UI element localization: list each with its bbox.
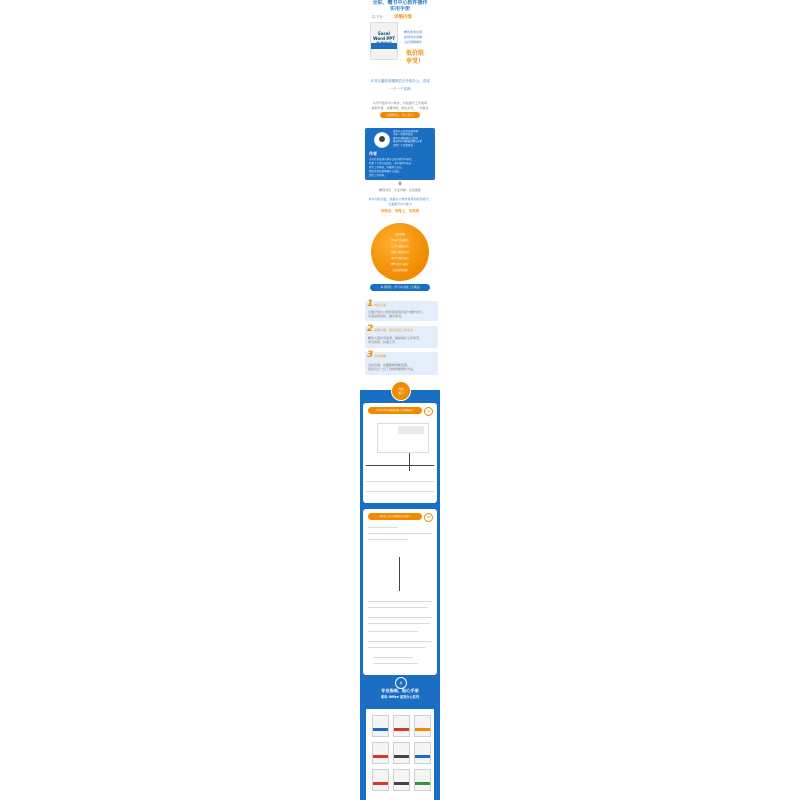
author-bio-line: 资深办公软件培训讲师 [393, 130, 419, 133]
series-book [414, 715, 431, 737]
hero-sub [372, 14, 428, 20]
author-bio-line: 深受广大读者喜爱 [393, 143, 414, 147]
middle-blue-line-2: 全面提升办公能力 [387, 202, 412, 206]
circle-line: 实战案例讲解 [392, 269, 408, 272]
author-desc-line: 真实工作场景，讲解深入浅出， [369, 166, 405, 169]
author-desc [369, 158, 431, 178]
author-card [365, 128, 435, 180]
feature-desc-1: 全面介绍办公软件的常用功能与操作技巧， [368, 310, 426, 314]
long-promo-page [360, 0, 440, 800]
table-rule [366, 481, 434, 482]
hero-book-cover [370, 22, 398, 60]
circle-line: Word 排版技巧 [391, 257, 409, 260]
hero-sub-left: 以下为 [372, 15, 383, 19]
author-name: 作者 [369, 151, 377, 156]
feature-num: 1 [367, 299, 374, 309]
feature-title: 全彩图解 [374, 354, 387, 358]
text-line [373, 657, 413, 658]
intro-buy-button-label: 立即购买，马上学习 [386, 113, 414, 117]
book-band [371, 43, 397, 49]
feature-desc-2: 从基础到进阶，循序渐进。 [368, 314, 405, 318]
circle-line: Excel 基础操作 [391, 239, 409, 242]
preview-card-1-title-bar [368, 407, 422, 414]
middle-caption: 精选内容 · 专业讲解 · 实战演练 [379, 188, 421, 192]
feature-item-2 [365, 326, 438, 348]
text-line [368, 647, 426, 648]
preview-badge-2: 展示 [397, 391, 404, 395]
series-title-1: 专业指南、贴心手册 [381, 688, 419, 693]
series-book [393, 742, 410, 764]
preview-card-2-title-bar [368, 513, 422, 520]
intro-para-1: 从零开始学办公软件，轻松提升工作效率 [372, 101, 427, 105]
text-line [368, 607, 428, 608]
feature-item-3 [365, 352, 438, 375]
series-title-2: 职场 Office 高效办公系列 [380, 695, 420, 699]
diagram-axis [399, 557, 400, 591]
feature-num: 3 [367, 350, 374, 360]
author-avatar [374, 132, 390, 148]
author-bio-line: 擅长Excel数据处理与分析 [393, 140, 423, 144]
feature-desc-2: 读者可以一目了然地掌握操作方法。 [368, 367, 417, 371]
preview-card-2-diagram [381, 557, 417, 591]
preview-card-2-num: 02 [424, 513, 433, 522]
series-book [414, 769, 431, 791]
series-book [372, 742, 389, 764]
author-desc-line: 提高工作效率。 [369, 174, 387, 177]
table-divider [409, 453, 410, 471]
text-line [368, 533, 432, 534]
feature-num: 2 [367, 324, 374, 334]
author-bio [393, 130, 433, 147]
preview-badge-1: 内容 [397, 387, 404, 391]
circle-lines [375, 232, 425, 274]
middle-blue-line-1: 本书内容全面，涵盖办公软件常用功能和技巧， [368, 197, 432, 201]
circle-line: 全彩印刷 [394, 233, 405, 236]
author-bio-line: 著有多部畅销办公图书 [393, 136, 419, 140]
author-desc-line: 本书作者长期从事办公软件教学与研究， [369, 158, 415, 161]
table-rule [366, 465, 434, 466]
series-book [393, 715, 410, 737]
circle-line: PPT 设计与演示 [391, 263, 409, 266]
hero-bullet: 精选典型实例 [404, 30, 423, 34]
text-line [368, 617, 432, 618]
circle-line: 公式与函数应用 [391, 245, 409, 248]
series-books-panel [366, 709, 434, 800]
features-section-bar [370, 284, 430, 291]
author-bio-line: 多年一线教学经验 [393, 133, 414, 137]
series-book [372, 715, 389, 737]
intro-para-2: 案例丰富，步骤详细，图文并茂，一学就会 [371, 106, 429, 110]
intro-line-1: 本书以通俗易懂的语言介绍办公，讲述 [370, 79, 430, 83]
author-desc-line: 帮助读者快速掌握办公技能， [369, 170, 402, 173]
screenshot-dialog [398, 426, 424, 434]
text-line [368, 631, 418, 632]
hero-price-tag-2: 享受！ [406, 58, 425, 65]
book-title: Excel Word PPT [373, 31, 395, 41]
series-book [372, 769, 389, 791]
intro-line-2: 一个一个实例 [389, 87, 411, 91]
preview-card-1-num: 01 [424, 407, 433, 416]
preview-card-2-title: 第2章 公式与函数的应用技巧 [379, 515, 411, 518]
middle-orange-line: 学得会、用得上、有效果 [380, 209, 420, 213]
preview-card-2 [363, 509, 437, 675]
feature-title: 内容全面 [374, 303, 387, 307]
preview-card-1-screenshot [377, 423, 429, 453]
text-line [368, 527, 398, 528]
intro-buy-button[interactable] [380, 112, 420, 118]
hero-bullets [404, 30, 438, 45]
feature-desc-1: 精选大量实用案例，模拟真实工作场景， [368, 336, 423, 340]
text-line [368, 601, 432, 602]
features-section-bar-label: 本书特色 · 学习本书的三大理由 [380, 285, 420, 289]
series-book [414, 742, 431, 764]
hero-bullet: 视频同步讲解 [404, 35, 423, 39]
middle-marker: 0 [398, 181, 402, 186]
hero-sub-right: 详细内容 [394, 15, 412, 20]
preview-card-1 [363, 403, 437, 503]
series-badge-label: 推 [399, 681, 403, 685]
text-line [368, 623, 430, 624]
circle-line: 图表与数据分析 [391, 251, 409, 254]
series-book [393, 769, 410, 791]
feature-item-1 [365, 301, 438, 321]
table-rule [366, 491, 434, 492]
feature-circle [371, 223, 429, 281]
feature-title: 案例丰富，贴近实际工作需求 [374, 328, 414, 332]
author-desc-line: 积累了大量实战经验，书中案例均来自 [369, 162, 412, 165]
text-line [368, 539, 408, 540]
text-line [368, 641, 432, 642]
text-line [373, 663, 418, 664]
preview-badge [391, 381, 411, 401]
hero-headline-2: 实用手册 [389, 6, 410, 12]
hero-bullet: 全彩图解操作 [404, 40, 423, 44]
hero-price-tag: 低价限 [406, 50, 425, 57]
hero-headline-1: 全彩、赠书中心软件操作 [372, 0, 428, 6]
feature-desc-1: 全彩印刷，步骤图解清晰直观， [368, 363, 411, 367]
feature-desc-2: 学以致用，快速上手。 [368, 340, 399, 344]
preview-card-1-title: 第1章 Excel数据的输入与编辑技巧 [376, 409, 414, 412]
